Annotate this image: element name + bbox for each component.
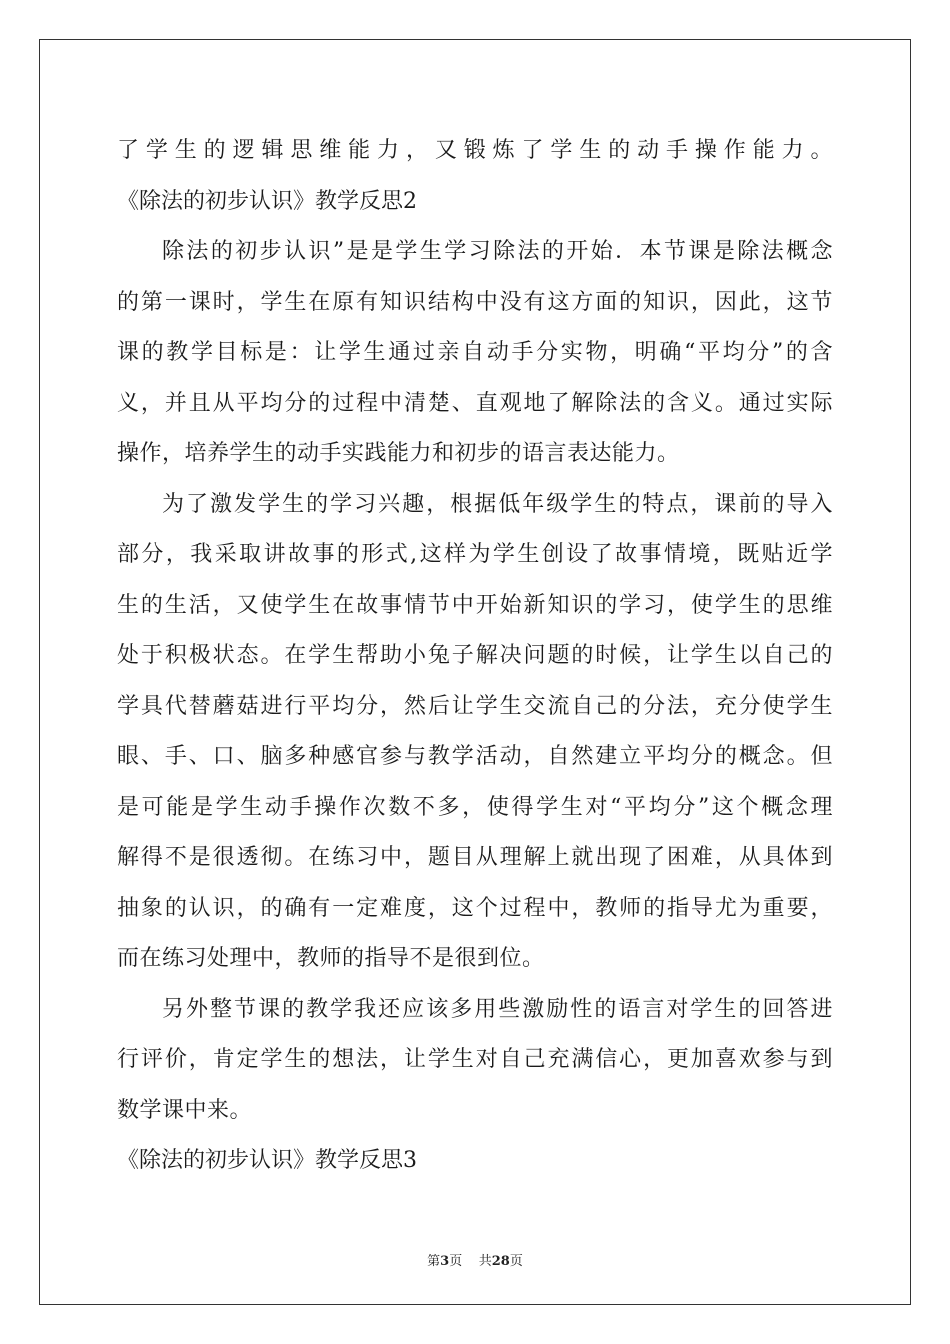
section-heading: 《除法的初步认识》教学反思3 <box>117 1148 417 1173</box>
footer-total-prefix: 共 <box>478 1254 492 1269</box>
current-page-number: 3 <box>440 1254 450 1269</box>
text-line: 生的生活，又使学生在故事情节中开始新知识的学习，使学生的思维 <box>117 592 833 618</box>
page-footer <box>0 1250 950 1269</box>
text-line: 的第一课时，学生在原有知识结构中没有这方面的知识，因此，这节 <box>117 289 833 315</box>
text-line: 义，并且从平均分的过程中清楚、直观地了解除法的含义。通过实际 <box>117 390 833 416</box>
total-pages-number: 28 <box>491 1254 510 1269</box>
text-line: 解得不是很透彻。在练习中，题目从理解上就出现了困难，从具体到 <box>117 845 833 870</box>
text-line: 部分，我采取讲故事的形式,这样为学生创设了故事情境，既贴近学 <box>117 542 833 567</box>
text-line: 行评价，肯定学生的想法，让学生对自己充满信心，更加喜欢参与到 <box>117 1047 833 1072</box>
text-line: 数学课中来。 <box>117 1097 253 1123</box>
footer-total-unit: 页 <box>509 1254 523 1269</box>
text-line: 眼、手、口、脑多种感官参与教学活动，自然建立平均分的概念。但 <box>117 744 833 769</box>
text-line: 是可能是学生动手操作次数不多，使得学生对“平均分”这个概念理 <box>117 794 833 820</box>
text-line: 而在练习处理中，教师的指导不是很到位。 <box>117 946 545 971</box>
text-line: 课的教学目标是：让学生通过亲自动手分实物，明确“平均分”的含 <box>117 340 833 365</box>
text-line: 另外整节课的教学我还应该多用些激励性的语言对学生的回答进 <box>162 996 833 1022</box>
text-line: 抽象的认识，的确有一定难度，这个过程中，教师的指导尤为重要， <box>117 895 833 921</box>
text-line: 为了激发学生的学习兴趣，根据低年级学生的特点，课前的导入 <box>162 491 833 517</box>
footer-page-unit: 页 <box>449 1254 463 1269</box>
section-heading: 《除法的初步认识》教学反思2 <box>117 188 417 214</box>
text-line: 操作，培养学生的动手实践能力和初步的语言表达能力。 <box>117 441 680 466</box>
text-line: 处于积极状态。在学生帮助小兔子解决问题的时候，让学生以自己的 <box>117 643 833 668</box>
text-line: 了学生的逻辑思维能力，又锻炼了学生的动手操作能力。 <box>117 138 833 163</box>
document-body <box>117 126 833 1187</box>
text-line: 除法的初步认识”是是学生学习除法的开始．本节课是除法概念 <box>162 239 833 264</box>
footer-prefix: 第 <box>427 1254 441 1269</box>
text-line: 学具代替蘑菇进行平均分，然后让学生交流自己的分法，充分使学生 <box>117 693 833 719</box>
